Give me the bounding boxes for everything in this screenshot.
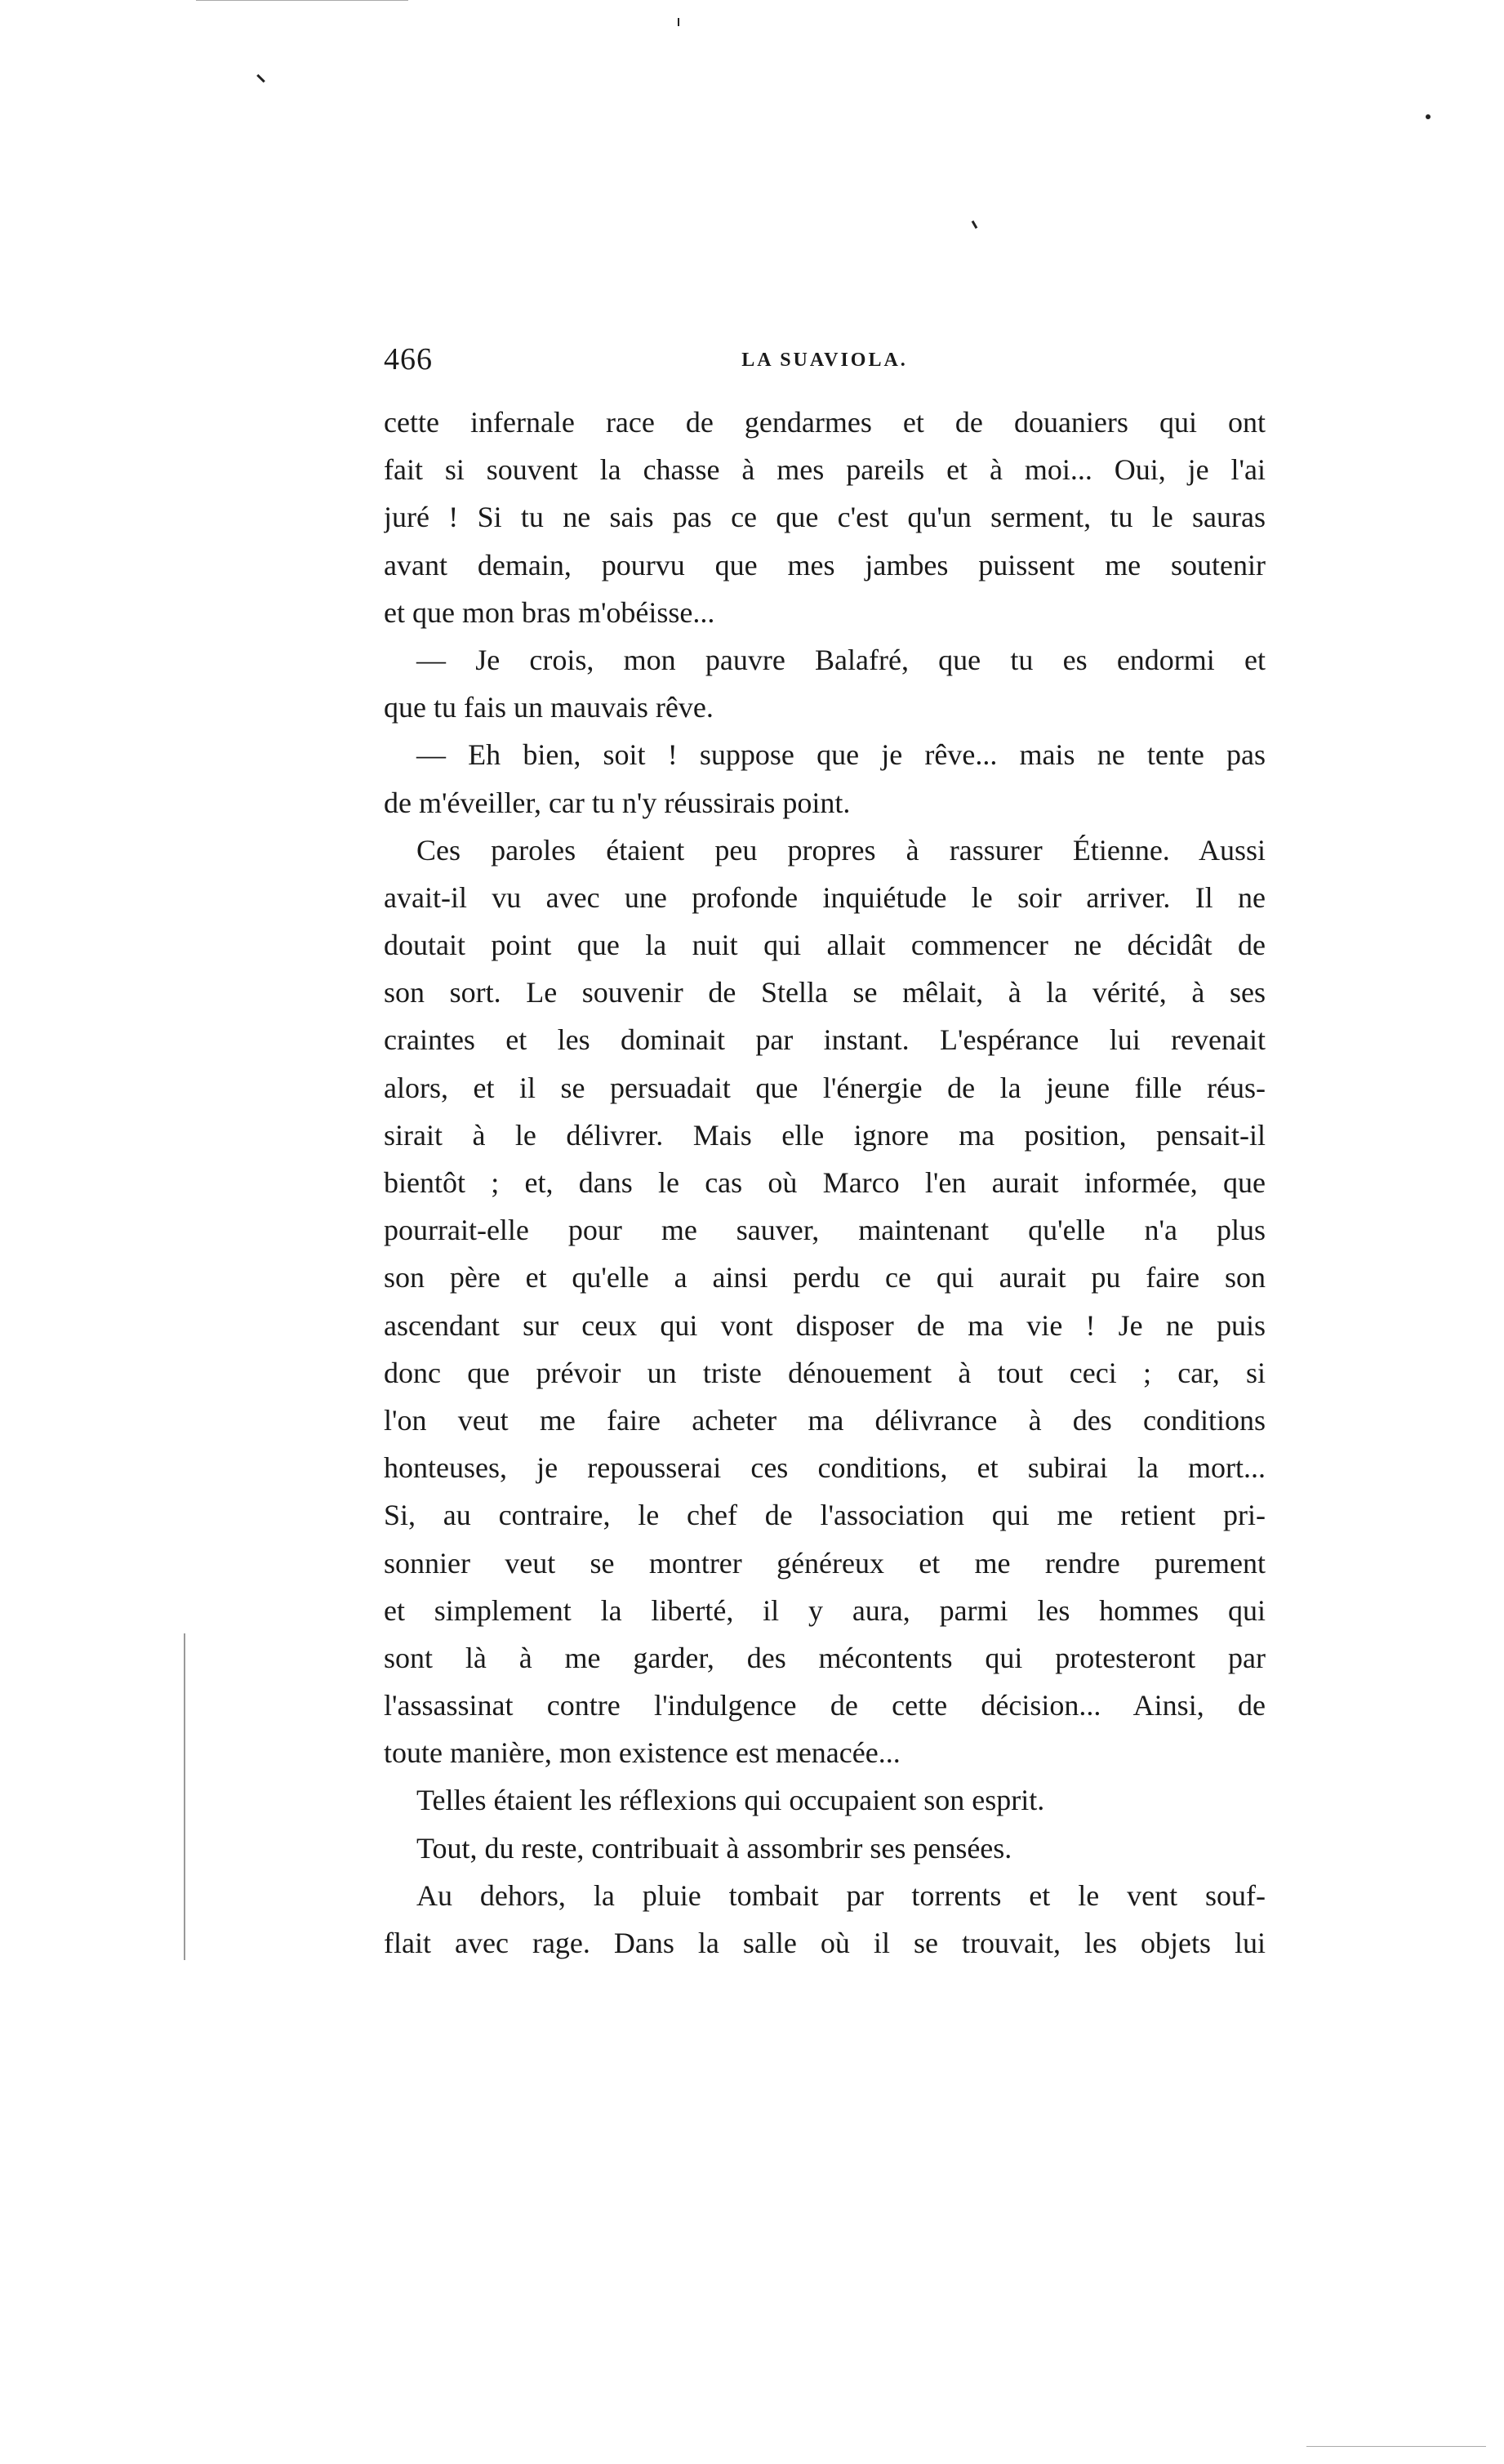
text-line: craintes et les dominait par instant. L'espérance lui revenait xyxy=(384,1023,1266,1057)
text-line: Au dehors, la pluie tombait par torrents et le vent souf- xyxy=(416,1878,1266,1912)
page-number: 466 xyxy=(384,342,433,377)
text-line: toute manière, mon existence est menacée... xyxy=(384,1736,901,1770)
text-line: juré ! Si tu ne sais pas ce que c'est qu'un serment, tu le sauras xyxy=(384,501,1266,534)
scan-speck xyxy=(1426,114,1431,119)
text-line: avait-il vu avec une profonde inquiétude le soir arriver. Il ne xyxy=(384,880,1266,914)
text-line: son père et qu'elle a ainsi perdu ce qui aurait pu faire son xyxy=(384,1261,1266,1294)
scan-edge-line xyxy=(184,1633,185,1960)
text-line: l'on veut me faire acheter ma délivrance à des conditions xyxy=(384,1403,1266,1437)
text-line: bientôt ; et, dans le cas où Marco l'en aurait informée, que xyxy=(384,1166,1266,1199)
text-line: sont là à me garder, des mécontents qui protesteront par xyxy=(384,1641,1266,1674)
text-line: fait si souvent la chasse à mes pareils et à moi... Oui, je l'ai xyxy=(384,453,1266,487)
text-line: Ces paroles étaient peu propres à rassurer Étienne. Aussi xyxy=(416,833,1266,867)
body-text xyxy=(384,399,1266,1967)
text-line: Telles étaient les réflexions qui occupaient son esprit. xyxy=(416,1784,1045,1817)
text-line: ascendant sur ceux qui vont disposer de ma vie ! Je ne puis xyxy=(384,1308,1266,1342)
scan-edge-line xyxy=(1306,2446,1486,2447)
scan-speck xyxy=(678,18,679,26)
text-line: sirait à le délivrer. Mais elle ignore ma position, pensait-il xyxy=(384,1118,1266,1152)
text-line: flait avec rage. Dans la salle où il se trouvait, les objets lui xyxy=(384,1927,1266,1959)
text-line: de m'éveiller, car tu n'y réussirais point. xyxy=(384,786,851,819)
scan-edge-line xyxy=(196,0,408,1)
text-line: pourrait-elle pour me sauver, maintenant qu'elle n'a plus xyxy=(384,1214,1266,1247)
text-line: sonnier veut se montrer généreux et me rendre purement xyxy=(384,1546,1266,1580)
text-line: l'assassinat contre l'indulgence de cette décision... Ainsi, de xyxy=(384,1689,1266,1722)
text-line: honteuses, je repousserai ces conditions, et subirai la mort... xyxy=(384,1451,1266,1485)
text-line: — Je crois, mon pauvre Balafré, que tu es endormi et xyxy=(416,643,1266,676)
text-line: cette infernale race de gendarmes et de douaniers qui ont xyxy=(384,406,1266,439)
text-line: son sort. Le souvenir de Stella se mêlait, à la vérité, à ses xyxy=(384,976,1266,1009)
text-line: Si, au contraire, le chef de l'association qui me retient pri- xyxy=(384,1499,1266,1532)
text-line: que tu fais un mauvais rêve. xyxy=(384,691,714,724)
scan-speck xyxy=(972,221,978,229)
text-line: avant demain, pourvu que mes jambes puissent me soutenir xyxy=(384,548,1266,581)
text-line: donc que prévoir un triste dénouement à tout ceci ; car, si xyxy=(384,1356,1266,1389)
running-title: LA SUAVIOLA. xyxy=(741,350,908,371)
scan-speck xyxy=(256,74,265,83)
text-line: et que mon bras m'obéisse... xyxy=(384,595,715,629)
text-line: et simplement la liberté, il y aura, parmi les hommes qui xyxy=(384,1593,1266,1627)
text-line: alors, et il se persuadait que l'énergie de la jeune fille réus- xyxy=(384,1071,1266,1104)
text-line: Tout, du reste, contribuait à assombrir ses pensées. xyxy=(416,1831,1012,1865)
page-header xyxy=(384,341,1266,382)
text-line: doutait point que la nuit qui allait commencer ne décidât de xyxy=(384,929,1266,962)
text-line: — Eh bien, soit ! suppose que je rêve... mais ne tente pas xyxy=(416,738,1266,772)
